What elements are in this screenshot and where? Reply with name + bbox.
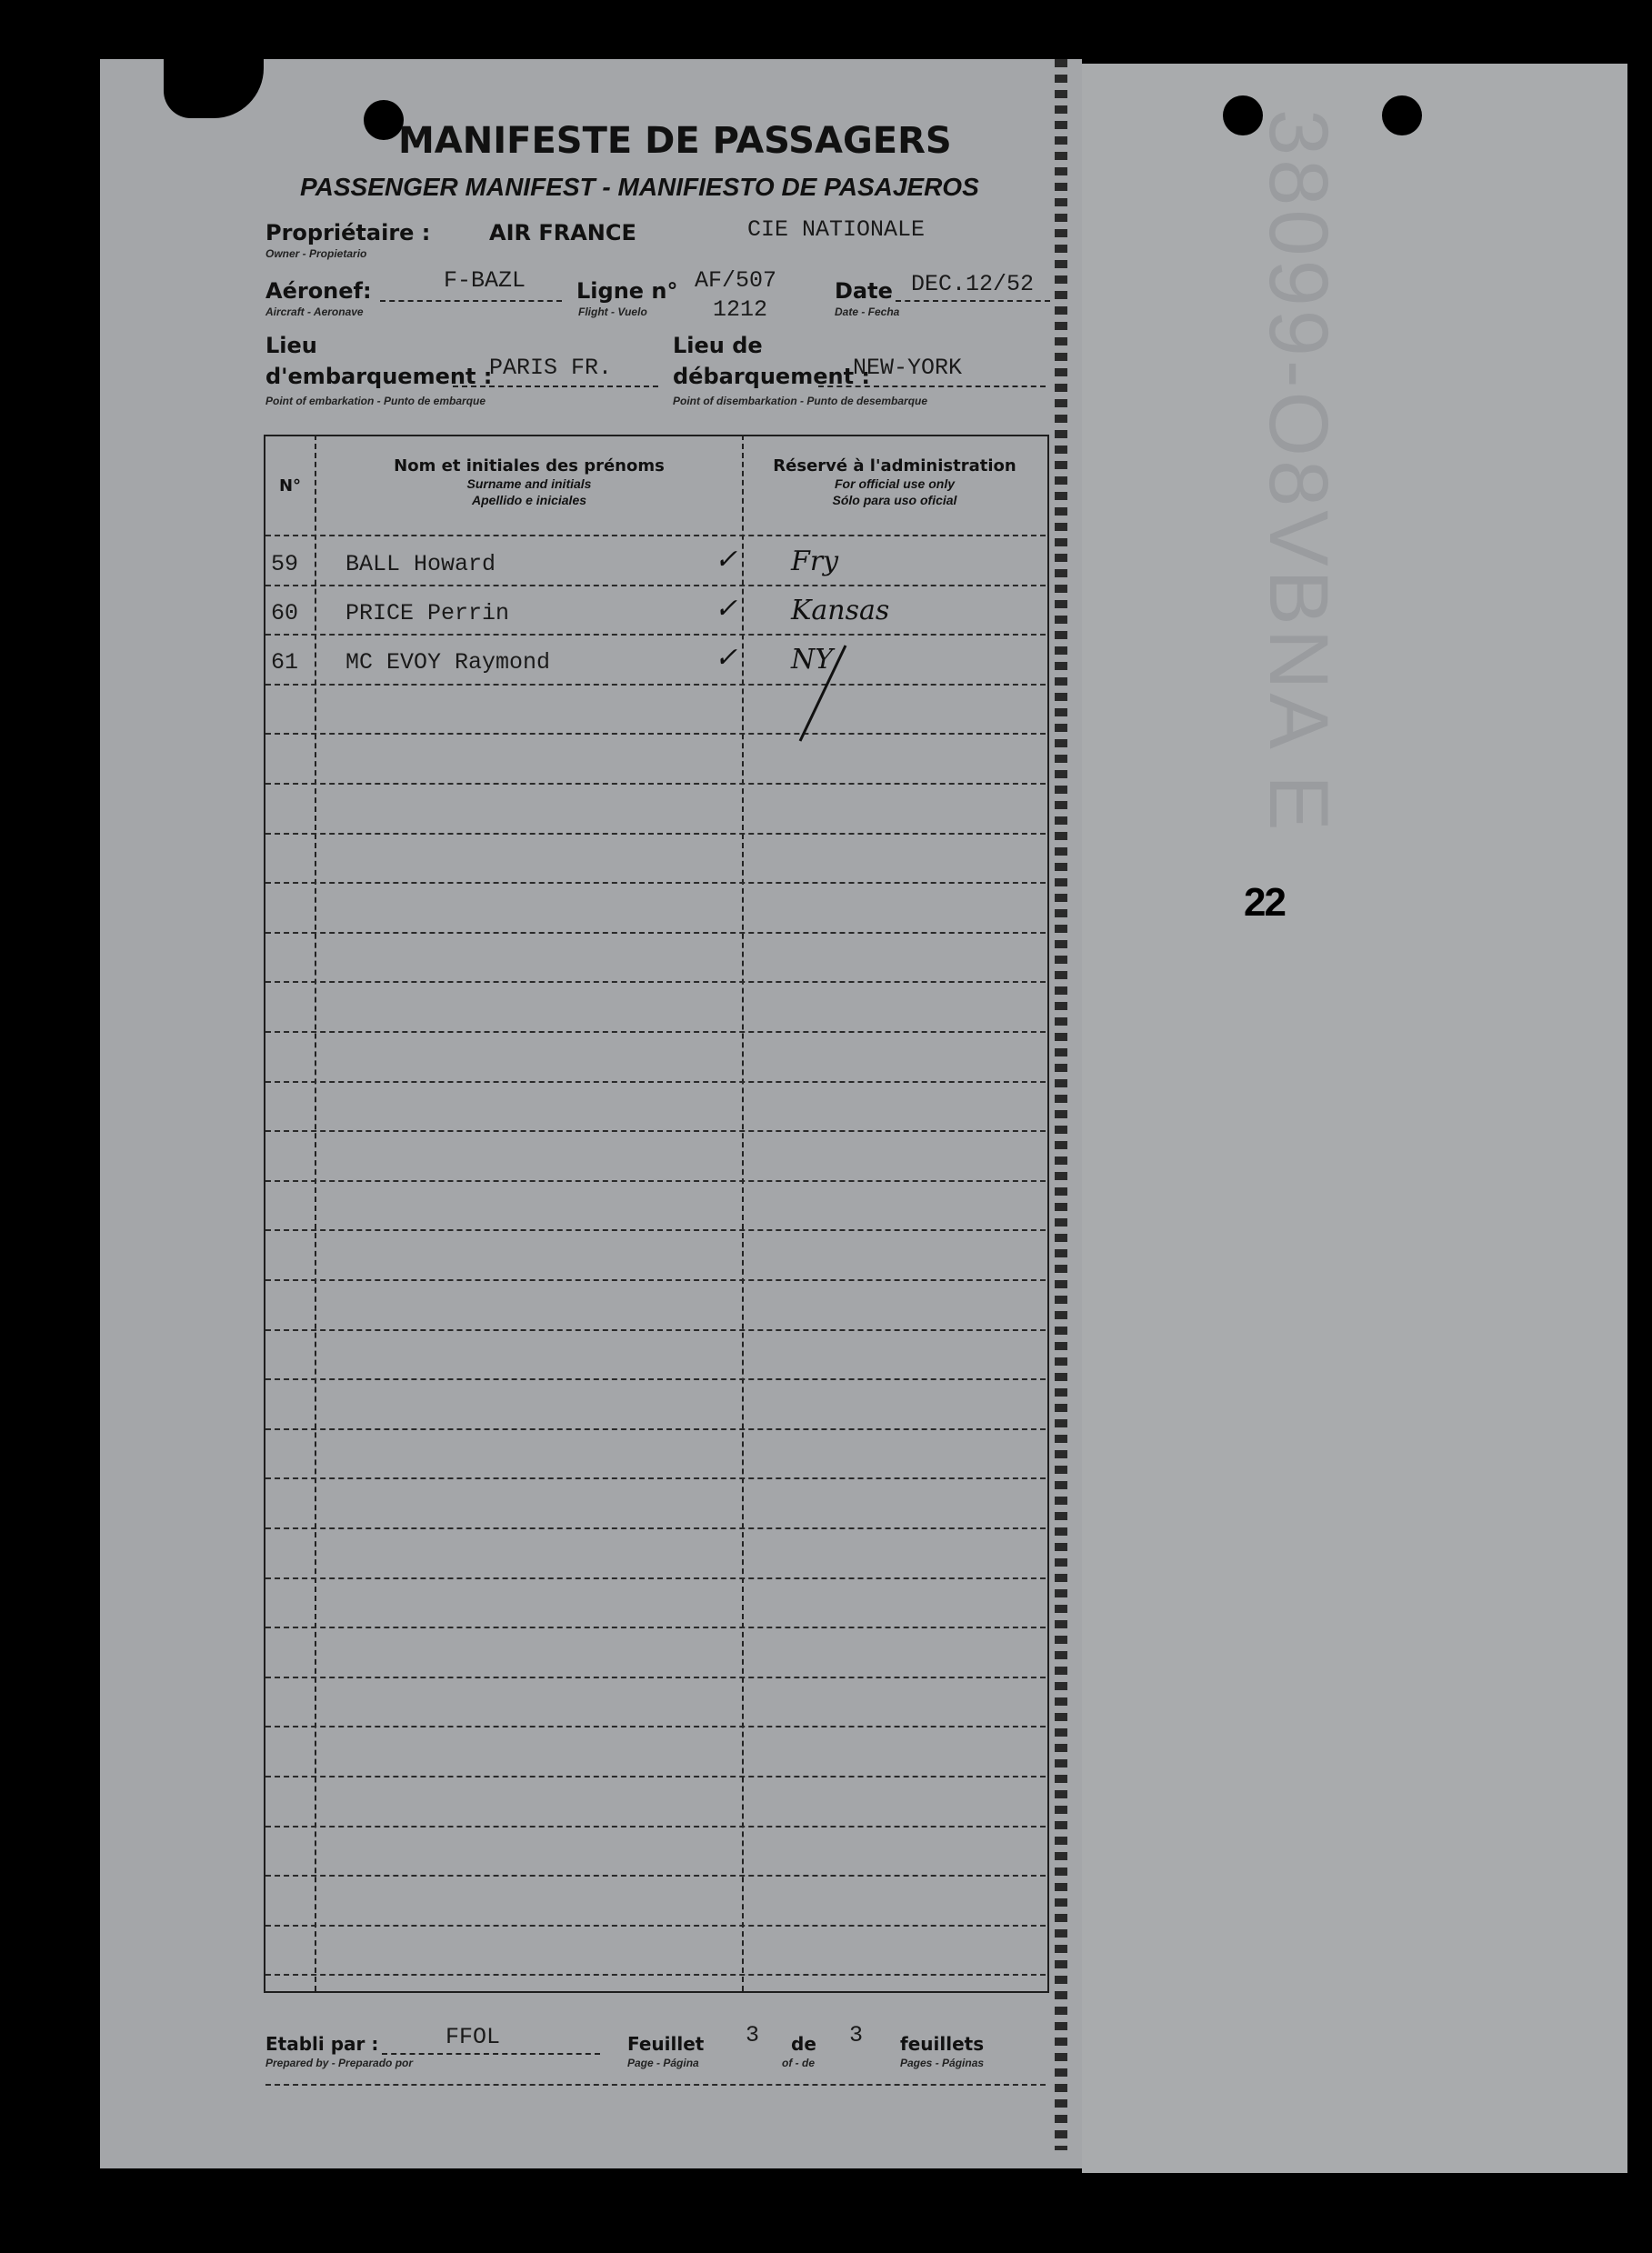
row-number: 60 <box>271 600 299 626</box>
page-title: MANIFESTE DE PASSAGERS <box>398 120 952 162</box>
table-row-line <box>265 684 1046 686</box>
date-sublabel: Date - Fecha <box>835 305 900 318</box>
table-row-line <box>265 1875 1046 1877</box>
table-row-line <box>265 1279 1046 1281</box>
of-label: de <box>791 2033 816 2055</box>
stub-ghost-text: 38099-O8VBNA E <box>1252 109 1345 835</box>
disembarkation-sublabel: Point of disembarkation - Punto de desembarque <box>673 395 928 407</box>
embarkation-label-2: d'embarquement : <box>265 364 493 389</box>
col-header-admin: Réservé à l'administration <box>773 456 1016 476</box>
owner-value-printed: AIR FRANCE <box>489 220 636 245</box>
footer-rule <box>265 2084 1046 2086</box>
row-passenger-name: MC EVOY Raymond <box>345 649 551 676</box>
owner-sublabel: Owner - Propietario <box>265 247 367 260</box>
table-row-line <box>265 1627 1046 1628</box>
row-passenger-name: PRICE Perrin <box>345 600 510 626</box>
page-label: Feuillet <box>627 2033 705 2055</box>
of-sublabel: of - de <box>782 2057 815 2069</box>
handwritten-stroke <box>782 636 891 746</box>
flight-value: AF/507 <box>695 267 777 294</box>
column-divider <box>742 435 744 1991</box>
row-admin-note: Kansas <box>791 595 890 626</box>
row-admin-note: NY <box>791 644 834 676</box>
table-row-line <box>265 1081 1046 1083</box>
row-passenger-name: BALL Howard <box>345 551 496 577</box>
prepared-value: FFOL <box>446 2024 501 2050</box>
perforation-line <box>1055 59 1067 2150</box>
table-row-line <box>265 1527 1046 1529</box>
pages-label: feuillets <box>900 2033 985 2055</box>
page-value: 3 <box>746 2022 760 2048</box>
table-row-line <box>265 1229 1046 1231</box>
pages-sublabel: Pages - Páginas <box>900 2057 985 2069</box>
page-sublabel: Page - Página <box>627 2057 699 2069</box>
table-row-line <box>265 585 1046 586</box>
table-row-line <box>265 1428 1046 1430</box>
flight-sublabel: Flight - Vuelo <box>578 305 647 318</box>
row-check-mark: ✓ <box>715 593 738 625</box>
col-header-name-sub2: Apellido e iniciales <box>471 493 587 507</box>
date-label: Date <box>835 278 893 304</box>
table-row-line <box>265 1826 1046 1827</box>
table-row-line <box>265 1677 1046 1678</box>
table-row-line <box>265 634 1046 636</box>
table-row-line <box>265 833 1046 835</box>
embarkation-sublabel: Point of embarkation - Punto de embarque <box>265 395 486 407</box>
embarkation-underline <box>453 386 658 387</box>
row-check-mark: ✓ <box>715 544 738 576</box>
table-row-line <box>265 733 1046 735</box>
owner-label: Propriétaire : <box>265 220 431 245</box>
table-row-line <box>265 981 1046 983</box>
col-header-admin-sub2: Sólo para uso oficial <box>832 493 957 507</box>
owner-value-typed: CIE NATIONALE <box>747 216 926 243</box>
table-row-line <box>265 535 1046 536</box>
flight-value-2: 1212 <box>713 296 768 323</box>
stub-number: 22 <box>1244 880 1285 925</box>
table-row-line <box>265 932 1046 934</box>
row-admin-note: Fry <box>791 546 839 577</box>
prepared-label: Etabli par : <box>265 2033 379 2055</box>
disembarkation-label-2: débarquement : <box>673 364 871 389</box>
date-value: DEC.12/52 <box>911 271 1035 297</box>
table-row-line <box>265 1776 1046 1777</box>
table-row-line <box>265 1378 1046 1380</box>
col-header-no: N° <box>278 476 302 496</box>
disembarkation-value: NEW-YORK <box>853 355 963 381</box>
col-header-name-sub1: Surname and initials <box>466 476 592 491</box>
aircraft-underline <box>380 300 562 302</box>
table-row-line <box>265 1180 1046 1182</box>
punch-hole <box>1382 95 1422 135</box>
table-row-line <box>265 1577 1046 1579</box>
col-header-admin-sub1: For official use only <box>835 476 955 491</box>
table-row-line <box>265 783 1046 785</box>
aircraft-sublabel: Aircraft - Aeronave <box>265 305 364 318</box>
table-row-line <box>265 1726 1046 1727</box>
total-pages-value: 3 <box>849 2022 864 2048</box>
prepared-sublabel: Prepared by - Preparado por <box>265 2057 414 2069</box>
flight-label: Ligne n° <box>576 278 678 304</box>
disembarkation-label-1: Lieu de <box>673 333 763 358</box>
prepared-underline <box>382 2053 600 2055</box>
table-row-line <box>265 882 1046 884</box>
table-row-line <box>265 1974 1046 1976</box>
row-number: 61 <box>271 649 299 676</box>
table-row-line <box>265 1477 1046 1479</box>
embarkation-label-1: Lieu <box>265 333 317 358</box>
embarkation-value: PARIS FR. <box>489 355 613 381</box>
stub-strip <box>1082 64 1627 2173</box>
table-row-line <box>265 1329 1046 1331</box>
row-check-mark: ✓ <box>715 642 738 674</box>
date-underline <box>896 300 1050 302</box>
aircraft-value: F-BAZL <box>444 267 526 294</box>
aircraft-label: Aéronef: <box>265 278 372 304</box>
table-row-line <box>265 1925 1046 1927</box>
column-divider <box>315 435 316 1991</box>
disembarkation-underline <box>818 386 1046 387</box>
page-subtitle: PASSENGER MANIFEST - MANIFIESTO DE PASAJEROS <box>300 173 979 201</box>
col-header-name: Nom et initiales des prénoms <box>394 456 665 476</box>
table-row-line <box>265 1130 1046 1132</box>
table-row-line <box>265 1031 1046 1033</box>
row-number: 59 <box>271 551 299 577</box>
